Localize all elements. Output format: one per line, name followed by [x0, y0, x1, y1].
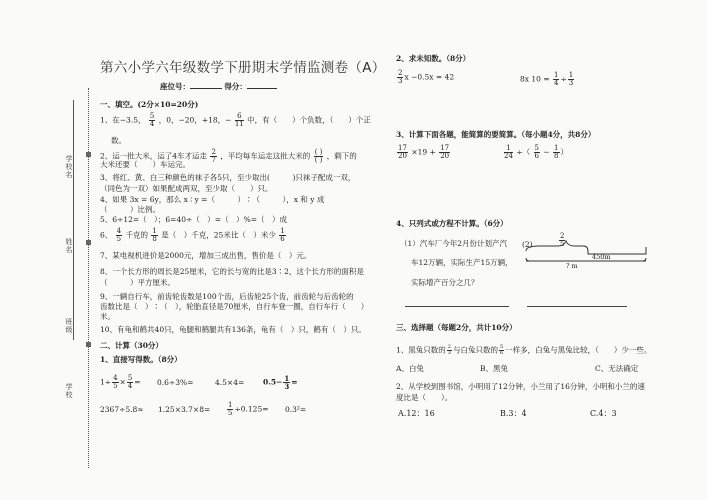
numerator: 5 [499, 344, 504, 350]
numerator: 5 [534, 144, 539, 152]
numerator: 2 [211, 148, 216, 156]
denominator: 20 [398, 152, 407, 160]
binding-label-school: 学校 [65, 383, 73, 399]
denominator: 24 [504, 152, 513, 160]
choice-question-1 [396, 345, 651, 356]
question-1-4: 4、如果 3x = 6y，那么 x ∶ y =（ ）∶（ ），x 和 y 成 [100, 195, 325, 204]
question-1-5: 5、6÷12=（ ）；6=40÷（ ）=（ ）%=（ ）成 [100, 215, 287, 224]
denominator: 3 [568, 79, 574, 87]
q-text: ，0，−20，+18，− [158, 115, 232, 125]
numerator: 5 [149, 112, 155, 120]
option-b[interactable]: B.3：4 [500, 409, 527, 418]
option-a[interactable]: A、白兔 [396, 364, 424, 373]
denominator: 6 [280, 235, 285, 243]
fraction [235, 113, 244, 128]
fraction [553, 72, 559, 87]
fraction [397, 145, 408, 160]
numerator: ( ) [314, 148, 323, 156]
fraction [149, 113, 155, 128]
question-1-1-cont: 数。 [111, 136, 126, 145]
choice-question-2: 2、从学校到图书馆，小明用了12分钟，小兰用了16分钟，小明和小兰的速 [396, 382, 645, 391]
numerator: 1 [152, 227, 157, 235]
numerator: 2 [560, 232, 565, 240]
option-b[interactable]: B、黑兔 [480, 364, 509, 373]
binding-solid-line [73, 100, 74, 340]
binding-label-class: 班级 [65, 318, 73, 334]
question-1-1 [100, 113, 371, 128]
numerator: 1 [554, 71, 559, 79]
question-1-8-cont: （ ）平方厘米。 [100, 278, 175, 287]
numerator: 1 [568, 71, 574, 79]
q-text: ） [560, 147, 569, 157]
numerator: 2 [398, 69, 403, 77]
q-text: 一样多，白兔与黑兔比较，（ ）少一些。 [505, 345, 652, 355]
numerator: 1 [554, 144, 559, 152]
section2-heading: 二、计算（30分） [100, 341, 163, 350]
question-1-9-cont: 齿数比是（ ）∶（ ），轮胎直径是70厘米，自行车登一圈，自行车行（ ） [100, 302, 369, 311]
denominator: 8 [554, 152, 559, 160]
brace-fraction [558, 230, 566, 249]
denominator: 3 [447, 350, 451, 356]
denominator: 3 [284, 382, 290, 391]
numerator: 6 [235, 113, 244, 121]
binding-dotted-line [88, 88, 89, 468]
fraction [568, 72, 574, 87]
q-text: 0.5− [263, 377, 283, 387]
question-1-4-cont: （ ）比例。 [100, 205, 160, 214]
fraction [504, 145, 513, 160]
fraction [210, 149, 216, 164]
word-problem-1-line3: 实际增产百分之几？ [411, 278, 479, 287]
line-segment-diagram [524, 228, 652, 268]
numerator: 4 [116, 227, 122, 235]
option-c[interactable]: C.4：3 [590, 409, 617, 418]
denominator: 4 [149, 120, 155, 128]
numerator: 1 [228, 401, 233, 409]
question-1-7: 7、某电视机进价是2000元，增加三成出售，售价是（ ）元。 [100, 251, 312, 260]
denominator: 20 [440, 152, 450, 160]
numerator: 1 [280, 227, 285, 235]
numerator: 17 [398, 144, 407, 152]
denominator: 4 [127, 382, 133, 390]
calc-1-1: 1÷ $\frac{4}{5}$ × $\frac{5}{4}$ = [100, 374, 141, 390]
binding-mark [86, 240, 91, 245]
equation-2: 8x 10 = $\frac{1}{4}$ ÷ $\frac{1}{3}$ [520, 71, 574, 87]
q-text: 2、运一批大米，运了4车才运走 [100, 151, 208, 161]
binding-mark [86, 342, 91, 347]
denominator: 11 [234, 120, 244, 128]
section2-sub3-heading: 3、计算下面各题，能简算的要简算。（每小题4分，共8分） [396, 130, 596, 139]
q-text: 千克的 [125, 230, 149, 240]
fraction [151, 228, 157, 243]
numerator: 4 [113, 374, 118, 382]
q-text: 1÷ [100, 377, 112, 387]
word-problem-2-label: (2) [522, 240, 533, 249]
fraction [439, 145, 450, 160]
score-label: 得分： [224, 82, 247, 91]
segment-length-label: 450m [592, 253, 611, 261]
question-1-6 [100, 228, 287, 243]
q-text: − [543, 147, 550, 157]
q-text: 与白兔只数的 [452, 345, 498, 355]
denominator: ( ) [314, 156, 323, 164]
answer-line-1[interactable] [405, 306, 509, 307]
q-text: 8x 10 = [520, 74, 550, 84]
fraction [397, 70, 403, 85]
q-text: 是（ ）千克，25米比（ ）米少 [161, 230, 276, 240]
denominator: 8 [152, 235, 157, 243]
question-1-8: 8、一个长方形的周长是25厘米，它的长与宽的比是3∶2，这个长方形的面积是 [100, 267, 364, 276]
section3-heading: 三、选择题（每题2分，共计10分） [396, 323, 517, 332]
fraction [112, 375, 118, 390]
denominator: 3 [398, 77, 403, 85]
choice-question-2-cont: 度比是（ ）。 [396, 393, 453, 402]
binding-label-name: 姓名 [65, 238, 73, 254]
question-1-9-cont2: 米。 [100, 312, 115, 321]
question-1-9: 9、一辆自行车，前齿轮齿数是100个齿，后齿轮25个齿，前齿轮与后齿轮的 [100, 292, 354, 301]
fraction [499, 345, 504, 356]
simplify-1 [396, 145, 451, 160]
answer-fraction[interactable] [314, 149, 324, 164]
numerator: 1 [284, 374, 290, 383]
exam-title: 第六小学六年级数学下册期末学情监测卷（A） [100, 60, 386, 76]
fraction [279, 228, 285, 243]
binding-mark [86, 152, 91, 157]
calc-2-4: 0.3²= [285, 405, 307, 414]
q-text: ÷（ [516, 147, 531, 157]
calc-2-3 [226, 402, 269, 417]
simplify-2 [503, 145, 568, 160]
numerator: 2 [447, 344, 451, 350]
word-problem-1-line1: （1）汽车厂今年2月份计划产汽 [400, 239, 508, 248]
binding-label-school-name: 学校名 [65, 155, 73, 179]
fraction [534, 145, 540, 160]
q-text: ，剩下的 [326, 151, 357, 161]
seat-field[interactable] [190, 80, 222, 89]
answer-line-2[interactable] [527, 306, 627, 307]
seat-label: 座位号： [160, 82, 190, 91]
calc-1-4: 0.5− $\frac{1}{3}$ = [263, 374, 298, 391]
calc-1-2: 0.6÷3%= [157, 378, 194, 387]
q-text: ，平均每车运走这批大米的 [220, 151, 311, 161]
numerator: 17 [440, 144, 450, 152]
total-length-label: ? m [566, 262, 578, 270]
equation-1 [396, 70, 454, 85]
q-text: 1、在−3.5， [100, 115, 146, 125]
fraction [227, 402, 233, 417]
question-1-2-cont: 大米还要（ ）车运完。 [100, 160, 190, 169]
q-text: 6、 [100, 230, 113, 240]
denominator: 5 [116, 235, 122, 243]
fraction [447, 345, 452, 356]
calc-2-2: 1.25×3.7×8= [158, 405, 211, 414]
q-text: ×19 + [411, 147, 436, 157]
section2-sub2-heading: 2、求未知数。（8分） [396, 54, 471, 63]
fraction [553, 145, 559, 160]
fraction [116, 228, 122, 243]
calc-2-1: 2367÷5.8≈ [100, 405, 144, 414]
fraction [283, 375, 290, 390]
q-text: 1、黑兔只数的 [396, 345, 446, 355]
option-a[interactable]: A.12：16 [398, 409, 435, 418]
numerator: 5 [127, 374, 133, 382]
denominator: 5 [113, 382, 118, 390]
word-problem-1-line2: 车12万辆，实际生产15万辆， [411, 258, 513, 267]
q-text: x −0.5x = 42 [404, 72, 455, 82]
denominator: 7 [211, 156, 216, 164]
fraction [127, 375, 133, 390]
denominator: 5 [228, 409, 233, 417]
section2-sub1-heading: 1、直接写得数。（8分） [100, 355, 182, 364]
question-1-10: 10、有龟和鹤共40只，龟腿和鹤腿共有136条，龟有（ ）只，鹤有（ ）只。 [100, 325, 366, 334]
denominator: 6 [534, 152, 539, 160]
denominator: 6 [499, 350, 504, 356]
question-1-3: 3、将红、黄、白三种颜色的袜子各5只，至少取出( )只袜子配成一双， [100, 173, 356, 182]
q-text: ÷0.125= [234, 404, 269, 414]
question-1-3-cont: （同色为一双）如果配成两双，至少取（ ）只。 [100, 184, 273, 193]
calc-1-3: 4.5×4= [215, 378, 245, 387]
section2-sub4-heading: 4、只列式或方程不计算。（6分） [396, 219, 508, 228]
seat-score-row [160, 80, 277, 92]
option-c[interactable]: C、无法确定 [595, 364, 639, 373]
numerator: 1 [504, 145, 513, 153]
fraction [559, 233, 565, 248]
q-text: 中，有（ ）个负数，（ ）个正 [247, 115, 371, 125]
score-field[interactable] [247, 80, 277, 89]
denominator: 4 [554, 79, 559, 87]
denominator: 5 [560, 240, 565, 248]
section1-heading: 一、填空。(2分×10=20分) [100, 100, 199, 109]
